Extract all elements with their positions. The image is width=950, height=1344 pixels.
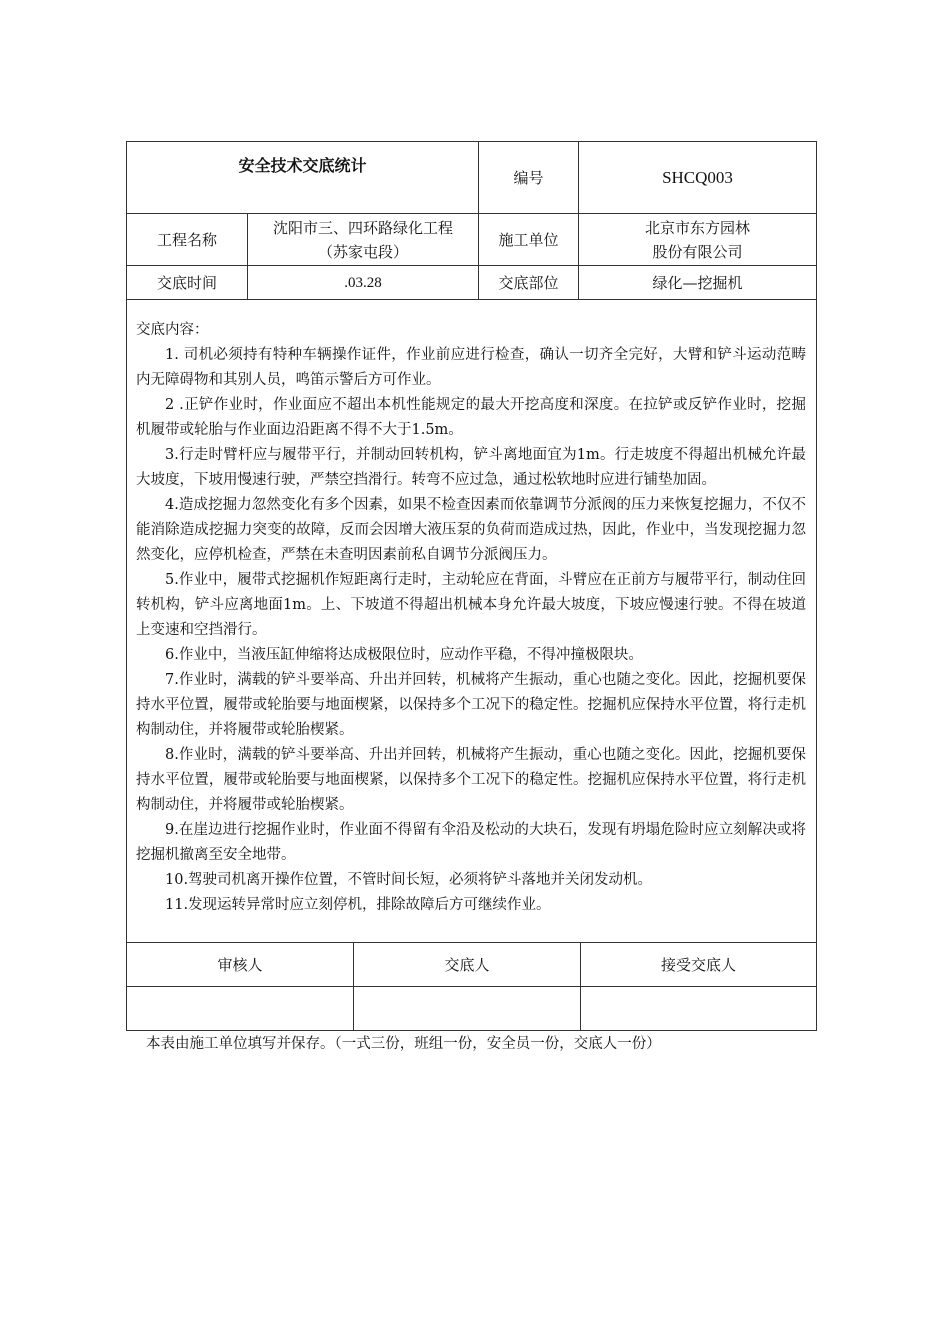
number-value: SHCQ003	[579, 142, 817, 214]
briefer-signature-field[interactable]	[354, 987, 581, 1031]
project-name-line1: 沈阳市三、四环路绿化工程	[273, 218, 454, 237]
project-name-value	[248, 214, 479, 266]
briefing-part-label: 交底部位	[479, 266, 579, 300]
form-header-table	[126, 141, 817, 943]
content-item: 4.造成挖掘力忽然变化有多个因素，如果不检查因素而依靠调节分派阀的压力来恢复挖掘力，不仅不能消除造成挖掘力突变的故障，反而会因增大液压泵的负荷而造成过热，因此，作业中，当发现挖掘力忽然变化，应停机检查，严禁在未查明因素前私自调节分派阀压力。	[136, 497, 807, 563]
contractor-label: 施工单位	[479, 214, 579, 266]
contractor-line1: 北京市东方园林	[645, 218, 751, 237]
contractor-value	[579, 214, 817, 266]
content-item: 10.驾驶司机离开操作位置，不管时间长短，必须将铲斗落地并关闭发动机。	[165, 872, 653, 888]
number-label: 编号	[479, 142, 579, 214]
content-item: 11.发现运转异常时应立刻停机，排除故障后方可继续作业。	[165, 897, 551, 913]
content-item: 3.行走时臂杆应与履带平行，并制动回转机构，铲斗离地面宜为1m。行走坡度不得超出机械允许最大坡度，下坡用慢速行驶，严禁空挡滑行。转弯不应过急，通过松软地时应进行铺垫加固。	[136, 447, 807, 488]
briefing-part-value: 绿化—挖掘机	[579, 266, 817, 300]
content-item: 7.作业时，满载的铲斗要举高、升出并回转，机械将产生振动，重心也随之变化。因此，挖掘机要保持水平位置，履带或轮胎要与地面楔紧，以保持多个工况下的稳定性。挖掘机应保持水平位置，将行走机构制动住，并将履带或轮胎楔紧。	[136, 672, 807, 738]
signature-table	[126, 942, 817, 1031]
reviewer-label: 审核人	[127, 943, 354, 987]
briefer-label: 交底人	[354, 943, 581, 987]
content-item: 9.在崖边进行挖掘作业时，作业面不得留有伞沿及松动的大块石，发现有坍塌危险时应立刻解决或将挖掘机撤离至安全地带。	[136, 822, 807, 863]
content-item: 2 .正铲作业时，作业面应不超出本机性能规定的最大开挖高度和深度。在拉铲或反铲作业时，挖掘机履带或轮胎与作业面边沿距离不得不大于1.5m。	[136, 397, 807, 438]
content-item: 1. 司机必须持有特种车辆操作证件，作业前应进行检查，确认一切齐全完好，大臂和铲斗运动范畴内无障碍物和其别人员，鸣笛示警后方可作业。	[136, 347, 807, 388]
briefing-time-label: 交底时间	[127, 266, 248, 300]
project-name-line2: （苏家屯段）	[318, 242, 409, 261]
content-heading: 交底内容：	[136, 322, 209, 338]
briefing-time-value: .03.28	[248, 266, 479, 300]
form-title: 安全技术交底统计	[127, 142, 479, 214]
briefing-content	[127, 300, 817, 943]
content-item: 5.作业中，履带式挖掘机作短距离行走时，主动轮应在背面，斗臂应在正前方与履带平行，制动住回转机构，铲斗应离地面1m。上、下坡道不得超出机械本身允许最大坡度，下坡应慢速行驶。不得在坡道上变速和空挡滑行。	[136, 572, 807, 638]
reviewer-signature-field[interactable]	[127, 987, 354, 1031]
project-name-label: 工程名称	[127, 214, 248, 266]
contractor-line2: 股份有限公司	[652, 242, 743, 261]
form-footnote: 本表由施工单位填写并保存。（一式三份，班组一份，安全员一份，交底人一份）	[146, 1036, 661, 1052]
safety-briefing-form	[126, 141, 816, 1031]
content-item: 8.作业时，满载的铲斗要举高、升出并回转，机械将产生振动，重心也随之变化。因此，挖掘机要保持水平位置，履带或轮胎要与地面楔紧，以保持多个工况下的稳定性。挖掘机应保持水平位置，将行走机构制动住，并将履带或轮胎楔紧。	[136, 747, 807, 813]
receiver-signature-field[interactable]	[581, 987, 817, 1031]
content-item: 6.作业中，当液压缸伸缩将达成极限位时，应动作平稳，不得冲撞极限块。	[165, 647, 643, 663]
receiver-label: 接受交底人	[581, 943, 817, 987]
